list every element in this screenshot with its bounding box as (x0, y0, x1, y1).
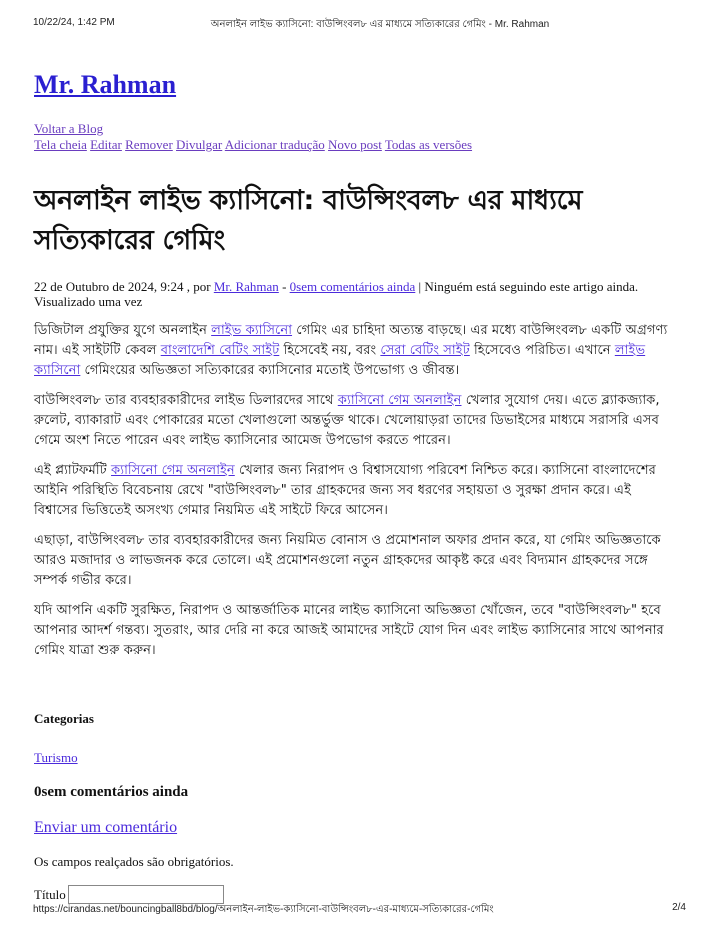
paragraph-1 (34, 321, 674, 381)
fullscreen-link[interactable]: Tela cheia (34, 137, 87, 152)
text-run: হিসেবেও পরিচিত। এখানে (469, 343, 615, 358)
add-translation-link[interactable]: Adicionar tradução (224, 137, 325, 152)
categories-section (34, 711, 674, 766)
live-casino-link[interactable]: লাইভ ক্যাসিনো (211, 323, 293, 338)
print-footer (0, 902, 720, 916)
article-meta (34, 279, 674, 309)
title-label: Título (34, 886, 66, 902)
new-post-link[interactable]: Novo post (328, 137, 382, 152)
text-run: গেমিং এর চাহিদা অত্যন্ত বাড়ছে। এর মধ্যে বাউন্সিংবল৮ একটি অগ্রগণ্য নাম। এই সাইটটি কেবল (34, 323, 668, 358)
casino-game-online-link[interactable]: ক্যাসিনো গেম অনলাইন (337, 393, 462, 408)
site-title-link[interactable]: Mr. Rahman (34, 70, 177, 99)
print-datetime: 10/22/24, 1:42 PM (33, 17, 115, 28)
categories-heading: Categorias (34, 711, 94, 726)
paragraph-4: এছাড়া, বাউন্সিংবল৮ তার ব্যবহারকারীদের জন্য নিয়মিত বোনাস ও প্রমোশনাল অফার প্রদান করে, যা গেমিং অভিজ্ঞতাকে আরও মজাদার ও লাভজনক করে তোলে। এই প্রমোশনগুলো নতুন গ্রাহকদের আকৃষ্ট করে এবং বিদ্যমান গ্রাহকদের সঙ্গে সম্পর্ক গভীর করে। (34, 533, 661, 588)
casino-game-online-link-2[interactable]: ক্যাসিনো গেম অনলাইন (111, 463, 235, 478)
best-betting-site-link[interactable]: সেরা বেটিং সাইট (380, 343, 470, 358)
text-run: বাউন্সিংবল৮ তার ব্যবহারকারীদের লাইভ ডিলারদের সাথে (34, 393, 338, 408)
article-title: অনলাইন লাইভ ক্যাসিনো: বাউন্সিংবল৮ এর মাধ্যমে সত্যিকারের গেমিং (34, 185, 583, 256)
category-link-tourism[interactable]: Turismo (34, 750, 78, 765)
article-body (34, 321, 674, 661)
text-run: ডিজিটাল প্রযুক্তির যুগে অনলাইন (34, 323, 212, 338)
send-comment-link[interactable]: Enviar um comentário (34, 819, 178, 836)
site-title (34, 68, 674, 102)
print-header (0, 17, 720, 31)
article-actions (34, 121, 674, 153)
view-count: Visualizado uma vez (34, 294, 143, 309)
followers-text: | Ninguém está seguindo este artigo ainda. (415, 279, 639, 294)
text-run: খেলার জন্য নিরাপদ ও বিশ্বাসযোগ্য পরিবেশ নিশ্চিত করে। ক্যাসিনো বাংলাদেশের আইনি পরিস্থিতি বিবেচনায় রেখে "বাউন্সিংবল৮" তার গ্রাহকদের জন্য সব ধরণের সহায়তা ও সুরক্ষা প্রদান করে। এই বিশ্বাসের ভিত্তিতেই অসংখ্য গেমার নিয়মিত এই সাইটে ফিরে আসেন। (34, 463, 656, 518)
text-run: এই প্ল্যাটফর্মটি (34, 463, 112, 478)
meta-separator: - (278, 279, 290, 294)
publish-date: 22 de Outubro de 2024, 9:24 , por (34, 279, 214, 294)
print-page-number: 2/4 (672, 902, 686, 913)
print-document-title: অনলাইন লাইভ ক্যাসিনো: বাউন্সিংবল৮ এর মাধ্যমে সত্যিকারের গেমিং - Mr. Rahman (210, 19, 550, 30)
comments-section (34, 784, 674, 904)
text-run: খেলার সুযোগ দেয়। এতে ব্ল্যাকজ্যাক, রুলেট, ব্যাকারাট এবং পোকারের মতো খেলাগুলো অন্তর্ভুক্ত থাকে। খেলোয়াড়রা তাদের ডিভাইসের মাধ্যমে সরাসরি এসব গেমে অংশ নিতে পারেন এবং লাইভ ক্যাসিনোর আমেজ উপভোগ করতে পারেন। (34, 393, 660, 448)
live-casino-link-2[interactable]: লাইভ ক্যাসিনো (34, 343, 646, 378)
edit-link[interactable]: Editar (90, 137, 122, 152)
bangladeshi-betting-site-link[interactable]: বাংলাদেশি বেটিং সাইট (160, 343, 280, 358)
comments-heading: 0sem comentários ainda (34, 784, 189, 800)
remove-link[interactable]: Remover (125, 137, 173, 152)
author-link[interactable]: Mr. Rahman (213, 279, 279, 294)
paragraph-3 (34, 461, 674, 521)
back-to-blog-link[interactable]: Voltar a Blog (34, 121, 104, 136)
all-versions-link[interactable]: Todas as versões (384, 137, 473, 152)
paragraph-5: যদি আপনি একটি সুরক্ষিত, নিরাপদ ও আন্তর্জাতিক মানের লাইভ ক্যাসিনো অভিজ্ঞতা খোঁজেন, তবে "বাউন্সিংবল৮" হবে আপনার আদর্শ গন্তব্য। সুতরাং, আর দেরি না করে আজই আমাদের সাইটে যোগ দিন এবং লাইভ ক্যাসিনোর সাথে আপনার গেমিং যাত্রা শুরু করুন। (34, 603, 664, 658)
page-content (34, 68, 674, 904)
paragraph-2 (34, 391, 674, 451)
text-run: গেমিংয়ের অভিজ্ঞতা সত্যিকারের ক্যাসিনোর মতোই উপভোগ্য ও জীবন্ত। (80, 363, 460, 378)
required-fields-note: Os campos realçados são obrigatórios. (34, 854, 234, 869)
comments-count-link[interactable]: 0sem comentários ainda (289, 279, 416, 294)
print-url: https://cirandas.net/bouncingball8bd/blog/অনলাইন-লাইভ-ক্যাসিনো-বাউন্সিংবল৮-এর-মাধ্যমে-সত্যিকারের-গেমিং (33, 904, 494, 915)
text-run: হিসেবেই নয়, বরং (279, 343, 381, 358)
share-link[interactable]: Divulgar (176, 137, 223, 152)
